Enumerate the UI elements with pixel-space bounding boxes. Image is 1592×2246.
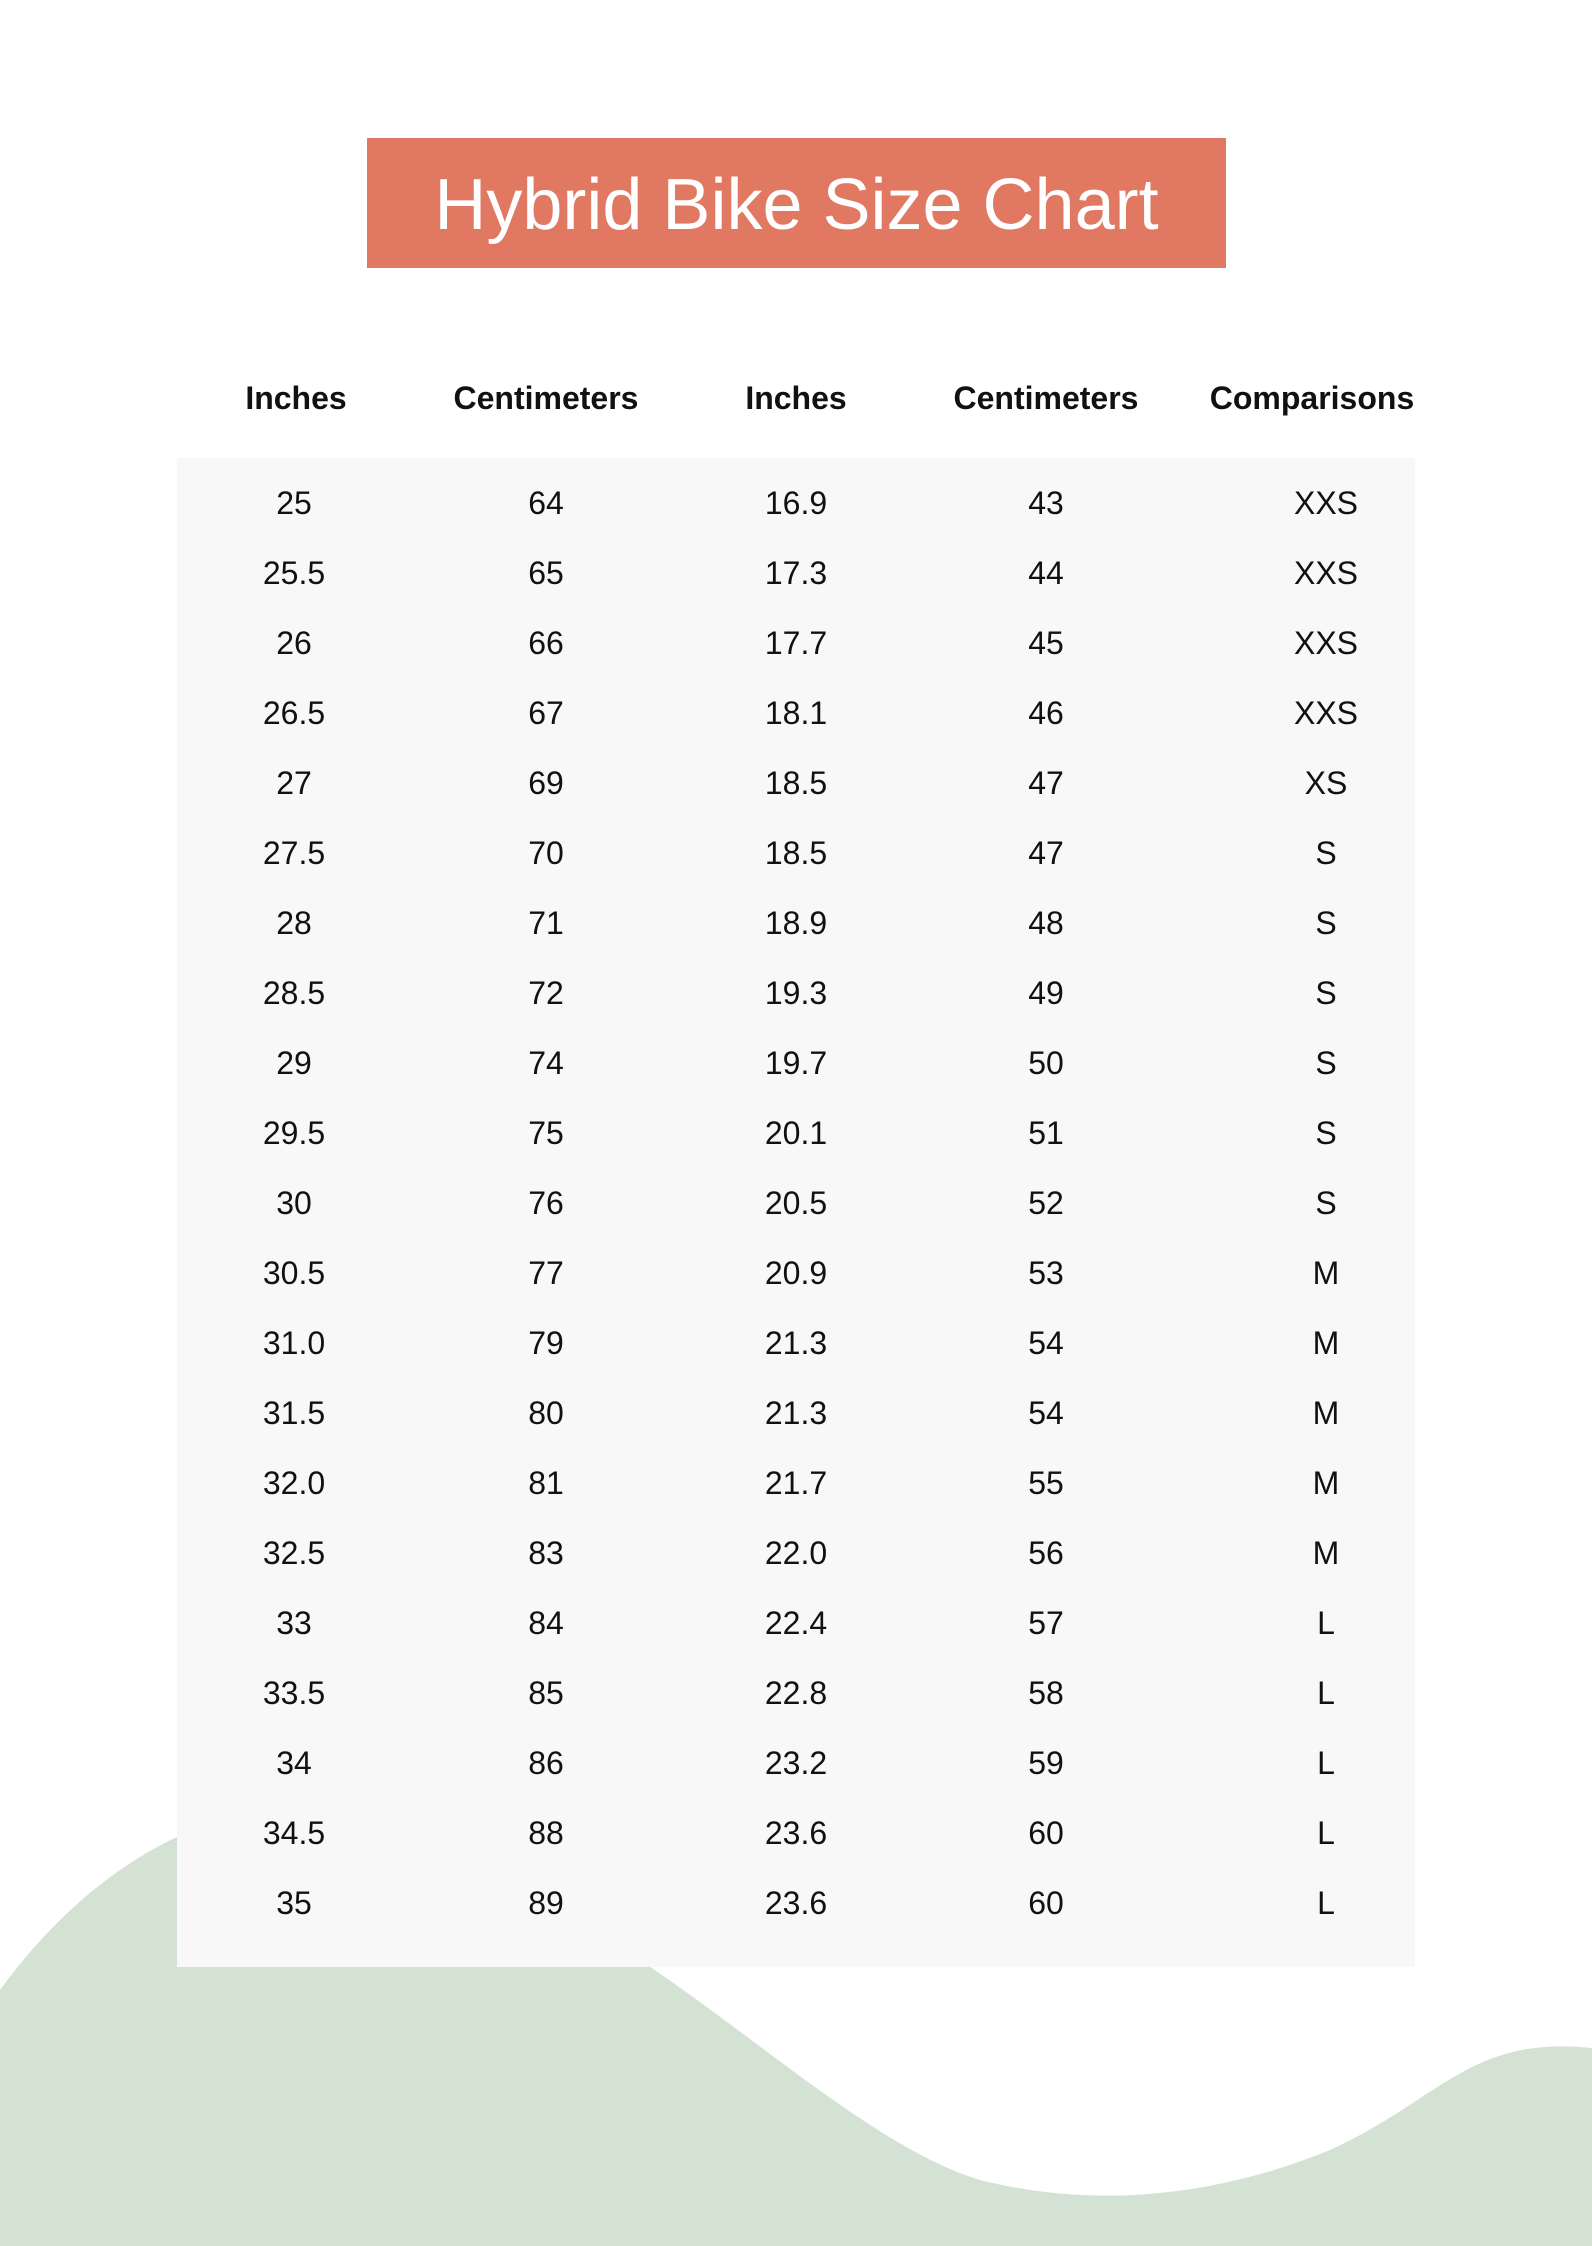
cell-centimeters: 89: [528, 1885, 564, 1921]
cell-centimeters-2: 60: [1028, 1815, 1064, 1851]
cell-comparison: S: [1315, 975, 1337, 1011]
table-body: [0, 468, 1592, 1938]
cell-centimeters-2: 46: [1028, 695, 1064, 731]
page-title: Hybrid Bike Size Chart: [434, 165, 1159, 245]
table-row: [0, 678, 1592, 748]
cell-centimeters-2: 60: [1028, 1885, 1064, 1921]
cell-inches: 32.0: [262, 1465, 326, 1501]
cell-inches: 30: [276, 1185, 312, 1221]
cell-inches: 32.5: [262, 1535, 326, 1571]
cell-comparison: L: [1317, 1675, 1335, 1711]
cell-inches-2: 22.4: [764, 1605, 828, 1641]
cell-inches: 26.5: [262, 695, 326, 731]
cell-comparison: M: [1312, 1535, 1340, 1571]
cell-comparison: S: [1315, 1045, 1337, 1081]
cell-centimeters-2: 44: [1028, 555, 1064, 591]
table-row: [0, 1448, 1592, 1518]
cell-comparison: S: [1315, 905, 1337, 941]
cell-inches-2: 18.9: [764, 905, 828, 941]
cell-inches: 30.5: [262, 1255, 326, 1291]
cell-centimeters-2: 58: [1028, 1675, 1064, 1711]
title-banner: [367, 138, 1226, 268]
cell-inches: 29: [276, 1045, 312, 1081]
cell-inches: 31.5: [262, 1395, 326, 1431]
cell-inches-2: 16.9: [764, 485, 828, 521]
cell-centimeters: 66: [528, 625, 564, 661]
header-centimeters: Centimeters: [453, 380, 639, 416]
cell-inches: 35: [276, 1885, 312, 1921]
cell-inches-2: 23.6: [764, 1885, 828, 1921]
cell-inches-2: 23.6: [764, 1815, 828, 1851]
cell-inches-2: 20.9: [764, 1255, 828, 1291]
table-row: [0, 1168, 1592, 1238]
cell-inches-2: 19.7: [764, 1045, 828, 1081]
cell-centimeters: 74: [528, 1045, 564, 1081]
cell-inches: 29.5: [262, 1115, 326, 1151]
cell-inches-2: 18.1: [764, 695, 828, 731]
cell-inches-2: 18.5: [764, 835, 828, 871]
table-row: [0, 1868, 1592, 1938]
table-row: [0, 1028, 1592, 1098]
cell-centimeters-2: 53: [1028, 1255, 1064, 1291]
cell-centimeters-2: 49: [1028, 975, 1064, 1011]
cell-centimeters: 85: [528, 1675, 564, 1711]
cell-comparison: M: [1312, 1465, 1340, 1501]
cell-inches: 34.5: [262, 1815, 326, 1851]
cell-inches: 28.5: [262, 975, 326, 1011]
cell-comparison: XXS: [1293, 485, 1359, 521]
cell-centimeters-2: 56: [1028, 1535, 1064, 1571]
cell-inches: 28: [276, 905, 312, 941]
cell-comparison: S: [1315, 1115, 1337, 1151]
table-row: [0, 1798, 1592, 1868]
table-row: [0, 1728, 1592, 1798]
table-row: [0, 1378, 1592, 1448]
cell-centimeters-2: 45: [1028, 625, 1064, 661]
cell-centimeters: 76: [528, 1185, 564, 1221]
header-inches: Inches: [245, 380, 347, 416]
cell-comparison: L: [1317, 1605, 1335, 1641]
cell-centimeters-2: 47: [1028, 835, 1064, 871]
cell-inches-2: 20.5: [764, 1185, 828, 1221]
cell-comparison: XXS: [1293, 555, 1359, 591]
table-row: [0, 538, 1592, 608]
cell-centimeters: 72: [528, 975, 564, 1011]
cell-comparison: S: [1315, 1185, 1337, 1221]
cell-inches-2: 17.7: [764, 625, 828, 661]
cell-centimeters: 84: [528, 1605, 564, 1641]
table-row: [0, 468, 1592, 538]
table-row: [0, 1308, 1592, 1378]
cell-inches-2: 22.8: [764, 1675, 828, 1711]
cell-centimeters: 83: [528, 1535, 564, 1571]
cell-centimeters: 75: [528, 1115, 564, 1151]
cell-centimeters: 80: [528, 1395, 564, 1431]
header-centimeters-2: Centimeters: [953, 380, 1139, 416]
cell-comparison: M: [1312, 1395, 1340, 1431]
cell-centimeters-2: 43: [1028, 485, 1064, 521]
cell-centimeters: 70: [528, 835, 564, 871]
cell-inches: 33: [276, 1605, 312, 1641]
cell-inches-2: 20.1: [764, 1115, 828, 1151]
header-inches-2: Inches: [745, 380, 847, 416]
cell-comparison: S: [1315, 835, 1337, 871]
cell-comparison: M: [1312, 1255, 1340, 1291]
cell-inches: 31.0: [262, 1325, 326, 1361]
cell-centimeters: 69: [528, 765, 564, 801]
cell-centimeters: 64: [528, 485, 564, 521]
table-header: [0, 370, 1592, 426]
cell-inches: 25.5: [262, 555, 326, 591]
cell-centimeters-2: 59: [1028, 1745, 1064, 1781]
table-row: [0, 748, 1592, 818]
cell-inches-2: 21.3: [764, 1325, 828, 1361]
cell-centimeters: 77: [528, 1255, 564, 1291]
cell-centimeters-2: 54: [1028, 1325, 1064, 1361]
table-row: [0, 818, 1592, 888]
cell-comparison: XS: [1304, 765, 1348, 801]
cell-inches: 33.5: [262, 1675, 326, 1711]
cell-inches: 27: [276, 765, 312, 801]
cell-comparison: L: [1317, 1815, 1335, 1851]
table-row: [0, 1588, 1592, 1658]
cell-inches: 27.5: [262, 835, 326, 871]
cell-centimeters-2: 50: [1028, 1045, 1064, 1081]
table-row: [0, 1518, 1592, 1588]
cell-centimeters-2: 55: [1028, 1465, 1064, 1501]
cell-comparison: XXS: [1293, 625, 1359, 661]
cell-comparison: L: [1317, 1885, 1335, 1921]
cell-inches: 26: [276, 625, 312, 661]
cell-centimeters: 79: [528, 1325, 564, 1361]
cell-centimeters-2: 51: [1028, 1115, 1064, 1151]
cell-inches-2: 22.0: [764, 1535, 828, 1571]
cell-inches-2: 21.3: [764, 1395, 828, 1431]
cell-inches: 25: [276, 485, 312, 521]
cell-centimeters-2: 57: [1028, 1605, 1064, 1641]
cell-comparison: L: [1317, 1745, 1335, 1781]
table-row: [0, 1658, 1592, 1728]
table-row: [0, 608, 1592, 678]
cell-centimeters: 81: [528, 1465, 564, 1501]
cell-comparison: M: [1312, 1325, 1340, 1361]
cell-centimeters: 65: [528, 555, 564, 591]
cell-centimeters-2: 54: [1028, 1395, 1064, 1431]
cell-inches-2: 18.5: [764, 765, 828, 801]
cell-inches-2: 23.2: [764, 1745, 828, 1781]
header-comparisons: Comparisons: [1209, 380, 1415, 416]
cell-inches-2: 19.3: [764, 975, 828, 1011]
table-row: [0, 1098, 1592, 1168]
cell-inches: 34: [276, 1745, 312, 1781]
cell-comparison: XXS: [1293, 695, 1359, 731]
cell-inches-2: 21.7: [764, 1465, 828, 1501]
cell-inches-2: 17.3: [764, 555, 828, 591]
table-row: [0, 958, 1592, 1028]
cell-centimeters: 88: [528, 1815, 564, 1851]
table-row: [0, 888, 1592, 958]
cell-centimeters: 86: [528, 1745, 564, 1781]
cell-centimeters: 71: [528, 905, 564, 941]
cell-centimeters-2: 48: [1028, 905, 1064, 941]
cell-centimeters-2: 52: [1028, 1185, 1064, 1221]
table-row: [0, 1238, 1592, 1308]
cell-centimeters: 67: [528, 695, 564, 731]
cell-centimeters-2: 47: [1028, 765, 1064, 801]
